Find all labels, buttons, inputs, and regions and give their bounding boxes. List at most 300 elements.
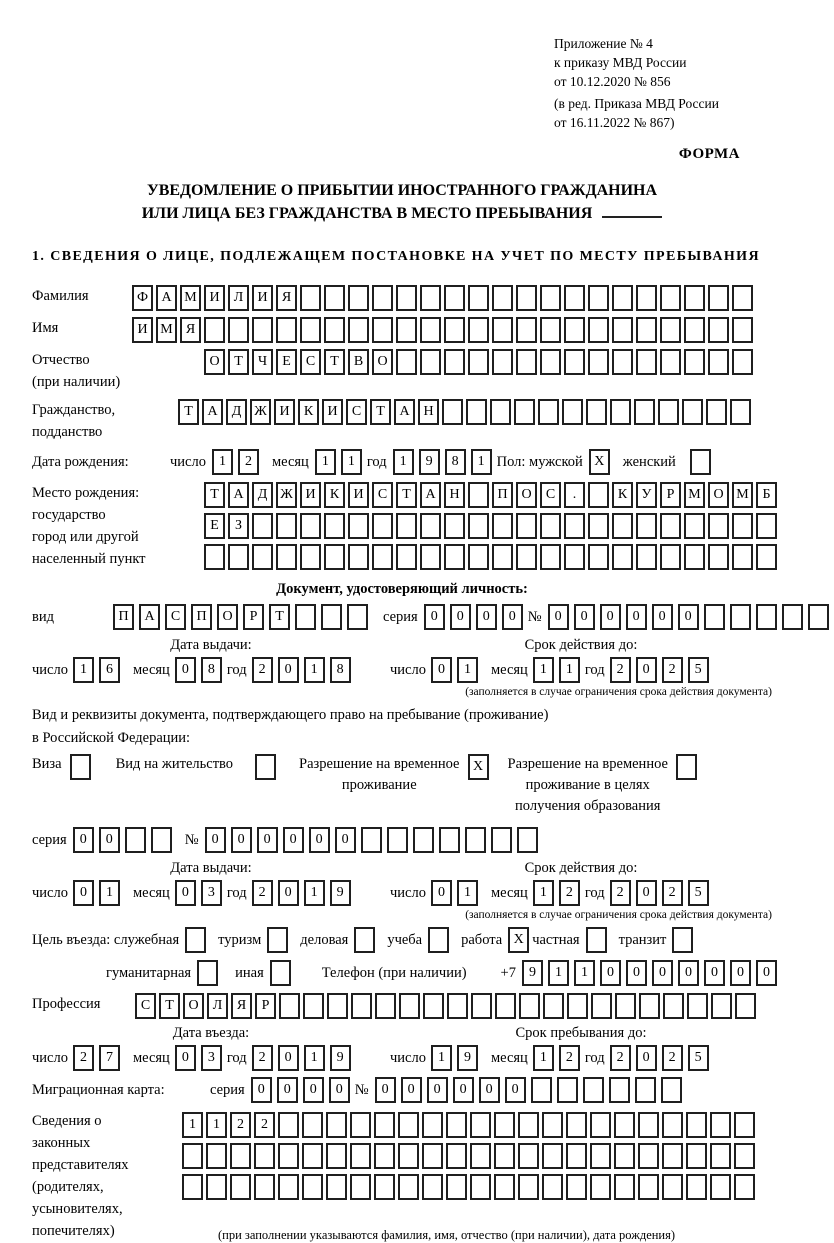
char-box[interactable] bbox=[590, 1143, 611, 1169]
char-box[interactable] bbox=[466, 399, 487, 425]
checkbox-cell[interactable] bbox=[267, 927, 288, 953]
char-box[interactable]: Т bbox=[228, 349, 249, 375]
char-box[interactable] bbox=[609, 1077, 630, 1103]
checkbox-cell[interactable] bbox=[270, 960, 291, 986]
char-box[interactable] bbox=[279, 993, 300, 1019]
char-box[interactable] bbox=[516, 349, 537, 375]
char-box[interactable] bbox=[204, 317, 225, 343]
char-box[interactable] bbox=[398, 1174, 419, 1200]
char-box[interactable] bbox=[372, 513, 393, 539]
char-box[interactable]: 0 bbox=[431, 880, 452, 906]
char-box[interactable]: Т bbox=[204, 482, 225, 508]
char-box[interactable]: 0 bbox=[175, 1045, 196, 1071]
char-box[interactable] bbox=[302, 1143, 323, 1169]
char-box[interactable] bbox=[612, 349, 633, 375]
char-box[interactable]: В bbox=[348, 349, 369, 375]
char-box[interactable] bbox=[590, 1174, 611, 1200]
char-box[interactable] bbox=[588, 513, 609, 539]
char-box[interactable] bbox=[686, 1174, 707, 1200]
char-box[interactable] bbox=[439, 827, 460, 853]
char-box[interactable] bbox=[636, 317, 657, 343]
char-box[interactable] bbox=[540, 349, 561, 375]
char-box[interactable] bbox=[635, 1077, 656, 1103]
char-box[interactable] bbox=[442, 399, 463, 425]
char-box[interactable]: П bbox=[191, 604, 212, 630]
char-box[interactable]: Р bbox=[660, 482, 681, 508]
char-box[interactable] bbox=[444, 349, 465, 375]
char-box[interactable] bbox=[324, 544, 345, 570]
char-box[interactable] bbox=[413, 827, 434, 853]
char-box[interactable] bbox=[300, 544, 321, 570]
char-box[interactable]: 0 bbox=[704, 960, 725, 986]
char-box[interactable]: 0 bbox=[431, 657, 452, 683]
char-box[interactable]: 8 bbox=[330, 657, 351, 683]
checkbox-cell[interactable] bbox=[672, 927, 693, 953]
char-box[interactable] bbox=[614, 1112, 635, 1138]
char-box[interactable] bbox=[182, 1143, 203, 1169]
char-box[interactable]: 0 bbox=[278, 880, 299, 906]
char-box[interactable] bbox=[125, 827, 146, 853]
char-box[interactable]: 2 bbox=[252, 657, 273, 683]
char-box[interactable] bbox=[660, 317, 681, 343]
char-box[interactable]: 1 bbox=[341, 449, 362, 475]
char-box[interactable]: 0 bbox=[175, 657, 196, 683]
char-box[interactable] bbox=[276, 317, 297, 343]
char-box[interactable] bbox=[735, 993, 756, 1019]
char-box[interactable]: Ф bbox=[132, 285, 153, 311]
char-box[interactable] bbox=[326, 1174, 347, 1200]
char-box[interactable]: К bbox=[298, 399, 319, 425]
char-box[interactable]: 0 bbox=[309, 827, 330, 853]
char-box[interactable] bbox=[639, 993, 660, 1019]
char-box[interactable] bbox=[708, 544, 729, 570]
char-box[interactable]: Я bbox=[276, 285, 297, 311]
char-box[interactable] bbox=[588, 317, 609, 343]
char-box[interactable] bbox=[658, 399, 679, 425]
char-box[interactable] bbox=[663, 993, 684, 1019]
char-box[interactable]: 0 bbox=[231, 827, 252, 853]
char-box[interactable] bbox=[347, 604, 368, 630]
char-box[interactable] bbox=[326, 1143, 347, 1169]
char-box[interactable] bbox=[519, 993, 540, 1019]
char-box[interactable] bbox=[734, 1174, 755, 1200]
char-box[interactable] bbox=[636, 513, 657, 539]
char-box[interactable] bbox=[468, 317, 489, 343]
char-box[interactable]: 9 bbox=[330, 880, 351, 906]
char-box[interactable] bbox=[612, 317, 633, 343]
char-box[interactable] bbox=[348, 544, 369, 570]
char-box[interactable] bbox=[300, 285, 321, 311]
char-box[interactable] bbox=[396, 349, 417, 375]
char-box[interactable]: А bbox=[202, 399, 223, 425]
char-box[interactable] bbox=[422, 1112, 443, 1138]
checkbox-cell[interactable] bbox=[690, 449, 711, 475]
char-box[interactable] bbox=[350, 1143, 371, 1169]
char-box[interactable] bbox=[420, 285, 441, 311]
char-box[interactable]: А bbox=[228, 482, 249, 508]
char-box[interactable]: Е bbox=[276, 349, 297, 375]
char-box[interactable]: К bbox=[324, 482, 345, 508]
char-box[interactable] bbox=[756, 544, 777, 570]
char-box[interactable]: 7 bbox=[99, 1045, 120, 1071]
char-box[interactable]: О bbox=[204, 349, 225, 375]
char-box[interactable]: 1 bbox=[304, 657, 325, 683]
char-box[interactable]: 0 bbox=[303, 1077, 324, 1103]
char-box[interactable]: 0 bbox=[424, 604, 445, 630]
char-box[interactable]: 2 bbox=[238, 449, 259, 475]
char-box[interactable] bbox=[612, 513, 633, 539]
char-box[interactable]: Т bbox=[370, 399, 391, 425]
char-box[interactable] bbox=[302, 1174, 323, 1200]
char-box[interactable]: 0 bbox=[548, 604, 569, 630]
char-box[interactable] bbox=[278, 1174, 299, 1200]
char-box[interactable] bbox=[447, 993, 468, 1019]
char-box[interactable] bbox=[614, 1174, 635, 1200]
char-box[interactable]: 0 bbox=[73, 827, 94, 853]
char-box[interactable]: 2 bbox=[252, 1045, 273, 1071]
char-box[interactable] bbox=[638, 1143, 659, 1169]
char-box[interactable]: 5 bbox=[688, 1045, 709, 1071]
char-box[interactable]: 1 bbox=[393, 449, 414, 475]
char-box[interactable] bbox=[588, 544, 609, 570]
char-box[interactable] bbox=[710, 1143, 731, 1169]
char-box[interactable]: Т bbox=[324, 349, 345, 375]
char-box[interactable] bbox=[614, 1143, 635, 1169]
char-box[interactable] bbox=[422, 1143, 443, 1169]
char-box[interactable]: Р bbox=[255, 993, 276, 1019]
char-box[interactable] bbox=[254, 1174, 275, 1200]
char-box[interactable]: 3 bbox=[201, 880, 222, 906]
char-box[interactable]: О bbox=[217, 604, 238, 630]
char-box[interactable] bbox=[684, 349, 705, 375]
char-box[interactable]: Д bbox=[226, 399, 247, 425]
char-box[interactable]: Т bbox=[396, 482, 417, 508]
char-box[interactable] bbox=[684, 513, 705, 539]
char-box[interactable] bbox=[686, 1112, 707, 1138]
char-box[interactable] bbox=[566, 1112, 587, 1138]
char-box[interactable] bbox=[492, 513, 513, 539]
char-box[interactable] bbox=[710, 1112, 731, 1138]
char-box[interactable] bbox=[348, 513, 369, 539]
char-box[interactable] bbox=[465, 827, 486, 853]
checkbox-cell[interactable] bbox=[586, 927, 607, 953]
char-box[interactable] bbox=[372, 544, 393, 570]
checkbox-cell[interactable] bbox=[428, 927, 449, 953]
char-box[interactable] bbox=[542, 1143, 563, 1169]
char-box[interactable] bbox=[372, 285, 393, 311]
char-box[interactable] bbox=[782, 604, 803, 630]
char-box[interactable] bbox=[348, 285, 369, 311]
checkbox-cell[interactable] bbox=[185, 927, 206, 953]
char-box[interactable] bbox=[228, 544, 249, 570]
char-box[interactable]: Л bbox=[207, 993, 228, 1019]
char-box[interactable] bbox=[711, 993, 732, 1019]
char-box[interactable] bbox=[492, 317, 513, 343]
char-box[interactable]: И bbox=[132, 317, 153, 343]
char-box[interactable] bbox=[661, 1077, 682, 1103]
char-box[interactable] bbox=[494, 1143, 515, 1169]
char-box[interactable]: 0 bbox=[450, 604, 471, 630]
char-box[interactable] bbox=[494, 1112, 515, 1138]
char-box[interactable] bbox=[374, 1143, 395, 1169]
char-box[interactable] bbox=[468, 482, 489, 508]
char-box[interactable] bbox=[638, 1174, 659, 1200]
char-box[interactable] bbox=[182, 1174, 203, 1200]
checkbox-cell[interactable]: X bbox=[508, 927, 529, 953]
char-box[interactable] bbox=[348, 317, 369, 343]
char-box[interactable] bbox=[151, 827, 172, 853]
char-box[interactable]: У bbox=[636, 482, 657, 508]
char-box[interactable] bbox=[588, 349, 609, 375]
char-box[interactable] bbox=[295, 604, 316, 630]
char-box[interactable]: Н bbox=[444, 482, 465, 508]
char-box[interactable] bbox=[586, 399, 607, 425]
char-box[interactable] bbox=[710, 1174, 731, 1200]
char-box[interactable] bbox=[540, 513, 561, 539]
char-box[interactable] bbox=[542, 1112, 563, 1138]
char-box[interactable]: И bbox=[204, 285, 225, 311]
char-box[interactable] bbox=[516, 317, 537, 343]
char-box[interactable]: А bbox=[420, 482, 441, 508]
char-box[interactable] bbox=[518, 1112, 539, 1138]
char-box[interactable]: 2 bbox=[254, 1112, 275, 1138]
char-box[interactable]: 0 bbox=[277, 1077, 298, 1103]
char-box[interactable] bbox=[706, 399, 727, 425]
char-box[interactable] bbox=[422, 1174, 443, 1200]
char-box[interactable]: 3 bbox=[201, 1045, 222, 1071]
char-box[interactable] bbox=[516, 544, 537, 570]
char-box[interactable] bbox=[636, 544, 657, 570]
char-box[interactable]: 2 bbox=[559, 1045, 580, 1071]
char-box[interactable]: 5 bbox=[688, 657, 709, 683]
char-box[interactable] bbox=[468, 349, 489, 375]
char-box[interactable]: 9 bbox=[457, 1045, 478, 1071]
char-box[interactable]: 0 bbox=[335, 827, 356, 853]
char-box[interactable] bbox=[206, 1143, 227, 1169]
char-box[interactable]: Т bbox=[159, 993, 180, 1019]
char-box[interactable] bbox=[375, 993, 396, 1019]
char-box[interactable]: А bbox=[139, 604, 160, 630]
char-box[interactable] bbox=[491, 827, 512, 853]
char-box[interactable]: 0 bbox=[626, 604, 647, 630]
char-box[interactable] bbox=[562, 399, 583, 425]
char-box[interactable]: 0 bbox=[278, 1045, 299, 1071]
char-box[interactable] bbox=[252, 544, 273, 570]
char-box[interactable]: И bbox=[322, 399, 343, 425]
char-box[interactable] bbox=[204, 544, 225, 570]
char-box[interactable] bbox=[730, 604, 751, 630]
char-box[interactable]: 0 bbox=[636, 1045, 657, 1071]
char-box[interactable] bbox=[230, 1143, 251, 1169]
char-box[interactable]: 0 bbox=[574, 604, 595, 630]
char-box[interactable] bbox=[636, 285, 657, 311]
char-box[interactable]: 1 bbox=[457, 657, 478, 683]
char-box[interactable] bbox=[708, 349, 729, 375]
char-box[interactable]: 0 bbox=[278, 657, 299, 683]
char-box[interactable]: 9 bbox=[330, 1045, 351, 1071]
char-box[interactable]: 2 bbox=[662, 1045, 683, 1071]
char-box[interactable] bbox=[808, 604, 829, 630]
char-box[interactable] bbox=[468, 285, 489, 311]
char-box[interactable] bbox=[612, 285, 633, 311]
char-box[interactable] bbox=[350, 1112, 371, 1138]
char-box[interactable] bbox=[612, 544, 633, 570]
char-box[interactable] bbox=[542, 1174, 563, 1200]
char-box[interactable]: М bbox=[156, 317, 177, 343]
char-box[interactable]: О bbox=[708, 482, 729, 508]
char-box[interactable]: М bbox=[732, 482, 753, 508]
char-box[interactable] bbox=[252, 317, 273, 343]
checkbox-cell[interactable]: X bbox=[589, 449, 610, 475]
char-box[interactable]: О bbox=[372, 349, 393, 375]
char-box[interactable] bbox=[300, 513, 321, 539]
char-box[interactable] bbox=[228, 317, 249, 343]
checkbox-cell[interactable] bbox=[70, 754, 91, 780]
char-box[interactable]: 0 bbox=[626, 960, 647, 986]
char-box[interactable] bbox=[444, 544, 465, 570]
char-box[interactable]: 1 bbox=[73, 657, 94, 683]
char-box[interactable] bbox=[470, 1143, 491, 1169]
char-box[interactable] bbox=[518, 1143, 539, 1169]
char-box[interactable]: А bbox=[394, 399, 415, 425]
char-box[interactable]: 0 bbox=[375, 1077, 396, 1103]
char-box[interactable]: 1 bbox=[457, 880, 478, 906]
char-box[interactable] bbox=[531, 1077, 552, 1103]
char-box[interactable] bbox=[540, 317, 561, 343]
char-box[interactable] bbox=[206, 1174, 227, 1200]
char-box[interactable]: 1 bbox=[533, 657, 554, 683]
char-box[interactable]: 1 bbox=[533, 880, 554, 906]
char-box[interactable]: 1 bbox=[304, 880, 325, 906]
char-box[interactable] bbox=[252, 513, 273, 539]
checkbox-cell[interactable] bbox=[354, 927, 375, 953]
char-box[interactable] bbox=[516, 513, 537, 539]
char-box[interactable]: 0 bbox=[505, 1077, 526, 1103]
char-box[interactable]: Н bbox=[418, 399, 439, 425]
char-box[interactable] bbox=[730, 399, 751, 425]
char-box[interactable] bbox=[276, 544, 297, 570]
char-box[interactable] bbox=[302, 1112, 323, 1138]
char-box[interactable] bbox=[660, 349, 681, 375]
char-box[interactable]: 2 bbox=[252, 880, 273, 906]
char-box[interactable] bbox=[230, 1174, 251, 1200]
char-box[interactable]: Л bbox=[228, 285, 249, 311]
char-box[interactable] bbox=[543, 993, 564, 1019]
char-box[interactable]: 6 bbox=[99, 657, 120, 683]
char-box[interactable] bbox=[420, 513, 441, 539]
char-box[interactable]: 0 bbox=[205, 827, 226, 853]
char-box[interactable]: 1 bbox=[99, 880, 120, 906]
char-box[interactable] bbox=[303, 993, 324, 1019]
char-box[interactable]: 0 bbox=[73, 880, 94, 906]
char-box[interactable]: 1 bbox=[431, 1045, 452, 1071]
char-box[interactable]: 2 bbox=[610, 880, 631, 906]
char-box[interactable] bbox=[590, 1112, 611, 1138]
char-box[interactable] bbox=[444, 513, 465, 539]
checkbox-cell[interactable] bbox=[676, 754, 697, 780]
char-box[interactable]: 1 bbox=[304, 1045, 325, 1071]
char-box[interactable]: Ж bbox=[250, 399, 271, 425]
checkbox-cell[interactable]: X bbox=[468, 754, 489, 780]
char-box[interactable] bbox=[514, 399, 535, 425]
char-box[interactable] bbox=[444, 317, 465, 343]
char-box[interactable]: П bbox=[113, 604, 134, 630]
char-box[interactable] bbox=[662, 1174, 683, 1200]
char-box[interactable]: 8 bbox=[201, 657, 222, 683]
char-box[interactable] bbox=[518, 1174, 539, 1200]
char-box[interactable] bbox=[660, 513, 681, 539]
char-box[interactable]: 0 bbox=[99, 827, 120, 853]
char-box[interactable]: 0 bbox=[600, 960, 621, 986]
char-box[interactable]: 1 bbox=[315, 449, 336, 475]
char-box[interactable] bbox=[660, 285, 681, 311]
char-box[interactable] bbox=[756, 513, 777, 539]
char-box[interactable] bbox=[732, 544, 753, 570]
char-box[interactable] bbox=[566, 1174, 587, 1200]
char-box[interactable] bbox=[564, 544, 585, 570]
char-box[interactable]: С bbox=[300, 349, 321, 375]
char-box[interactable] bbox=[446, 1143, 467, 1169]
char-box[interactable]: 1 bbox=[548, 960, 569, 986]
char-box[interactable]: 0 bbox=[283, 827, 304, 853]
char-box[interactable] bbox=[396, 317, 417, 343]
char-box[interactable]: 0 bbox=[636, 657, 657, 683]
char-box[interactable] bbox=[564, 317, 585, 343]
char-box[interactable] bbox=[540, 285, 561, 311]
char-box[interactable] bbox=[682, 399, 703, 425]
checkbox-cell[interactable] bbox=[255, 754, 276, 780]
char-box[interactable] bbox=[662, 1143, 683, 1169]
char-box[interactable] bbox=[732, 317, 753, 343]
char-box[interactable] bbox=[420, 317, 441, 343]
char-box[interactable] bbox=[351, 993, 372, 1019]
char-box[interactable] bbox=[686, 1143, 707, 1169]
char-box[interactable] bbox=[557, 1077, 578, 1103]
char-box[interactable]: 0 bbox=[730, 960, 751, 986]
char-box[interactable]: 1 bbox=[182, 1112, 203, 1138]
char-box[interactable]: 2 bbox=[610, 1045, 631, 1071]
char-box[interactable] bbox=[564, 513, 585, 539]
char-box[interactable] bbox=[615, 993, 636, 1019]
char-box[interactable] bbox=[687, 993, 708, 1019]
char-box[interactable]: 1 bbox=[559, 657, 580, 683]
char-box[interactable] bbox=[492, 349, 513, 375]
char-box[interactable] bbox=[278, 1143, 299, 1169]
char-box[interactable] bbox=[610, 399, 631, 425]
char-box[interactable]: 1 bbox=[212, 449, 233, 475]
char-box[interactable] bbox=[708, 317, 729, 343]
char-box[interactable] bbox=[708, 285, 729, 311]
char-box[interactable] bbox=[540, 544, 561, 570]
char-box[interactable] bbox=[387, 827, 408, 853]
char-box[interactable] bbox=[492, 544, 513, 570]
char-box[interactable] bbox=[326, 1112, 347, 1138]
char-box[interactable] bbox=[324, 285, 345, 311]
char-box[interactable] bbox=[327, 993, 348, 1019]
char-box[interactable] bbox=[398, 1112, 419, 1138]
char-box[interactable]: С bbox=[165, 604, 186, 630]
char-box[interactable] bbox=[660, 544, 681, 570]
char-box[interactable] bbox=[276, 513, 297, 539]
char-box[interactable]: 8 bbox=[445, 449, 466, 475]
char-box[interactable] bbox=[684, 544, 705, 570]
char-box[interactable] bbox=[704, 604, 725, 630]
char-box[interactable] bbox=[708, 513, 729, 539]
char-box[interactable] bbox=[444, 285, 465, 311]
char-box[interactable]: Т bbox=[269, 604, 290, 630]
char-box[interactable] bbox=[396, 285, 417, 311]
char-box[interactable]: Я bbox=[180, 317, 201, 343]
